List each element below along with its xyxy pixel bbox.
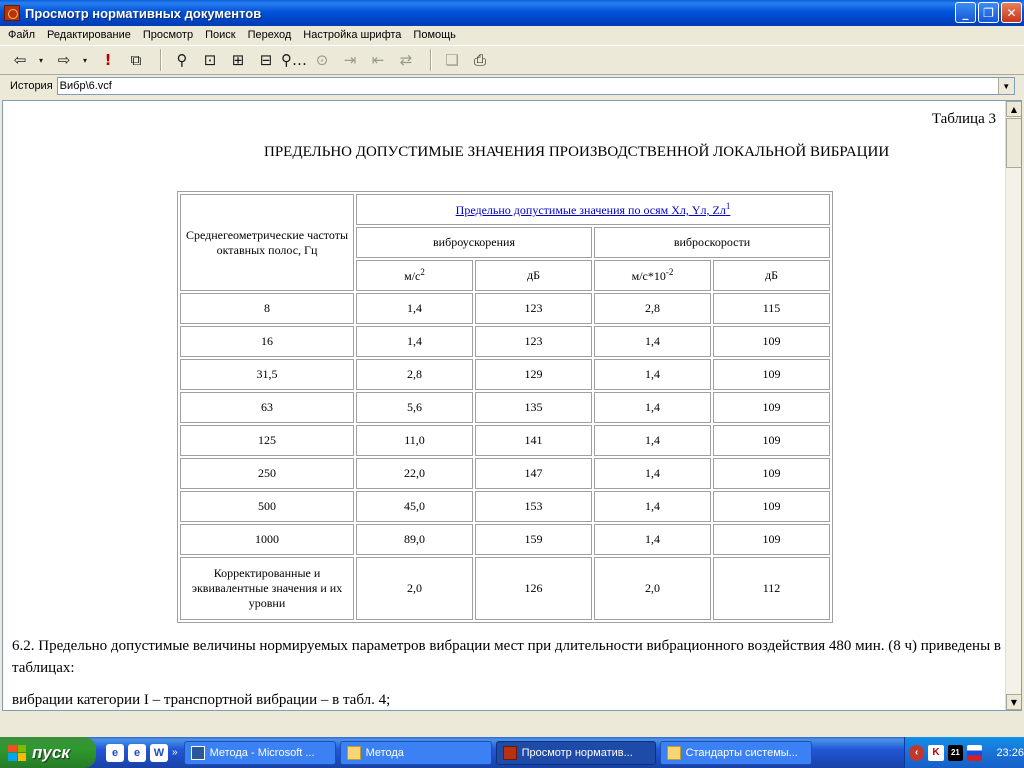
table-cell: 1000 xyxy=(180,524,354,555)
menu-bar xyxy=(0,26,1024,44)
search-results-icon[interactable]: ⊙ xyxy=(315,51,329,69)
forward-arrow-icon[interactable]: ⇨ xyxy=(57,51,71,69)
link-navigate-icon[interactable]: ⇄ xyxy=(399,51,413,69)
pages-icon[interactable]: ❏ xyxy=(445,51,459,69)
minimize-button[interactable]: _ xyxy=(955,2,976,23)
scroll-thumb[interactable] xyxy=(1006,118,1022,168)
search-context-icon[interactable]: ⊞ xyxy=(231,51,245,69)
search-list-icon[interactable]: ⊟ xyxy=(259,51,273,69)
table-cell: 5,6 xyxy=(356,392,473,423)
unit-header: дБ xyxy=(713,260,830,291)
subheader-velocity: виброскорости xyxy=(594,227,830,258)
table-row xyxy=(180,557,830,620)
table-cell: 45,0 xyxy=(356,491,473,522)
quicklaunch-ie-icon[interactable]: e xyxy=(106,744,124,762)
table-cell: 115 xyxy=(713,293,830,324)
document-content xyxy=(3,101,1006,710)
back-arrow-icon[interactable]: ⇦ xyxy=(13,51,27,69)
taskbar xyxy=(0,737,1024,768)
vibration-table xyxy=(177,191,833,623)
title-bar[interactable] xyxy=(0,0,1024,26)
table-cell: 109 xyxy=(713,359,830,390)
table-row xyxy=(180,293,830,324)
toolbar xyxy=(0,45,1024,75)
tray-app-icon[interactable]: 21 xyxy=(948,745,963,761)
menu-file[interactable]: Файл xyxy=(8,29,36,41)
table-cell: 11,0 xyxy=(356,425,473,456)
task-button[interactable] xyxy=(184,741,336,765)
subheader-acceleration: виброускорения xyxy=(356,227,592,258)
prev-result-icon[interactable]: ⇤ xyxy=(371,51,385,69)
forward-dropdown-icon[interactable]: ▾ xyxy=(82,55,87,65)
menu-go[interactable]: Переход xyxy=(247,29,292,41)
task-button-active[interactable] xyxy=(496,741,656,765)
history-label: История xyxy=(10,80,53,92)
document-viewer[interactable] xyxy=(2,100,1022,711)
document-title: ПРЕДЕЛЬНО ДОПУСТИМЫЕ ЗНАЧЕНИЯ ПРОИЗВОДСТВЕННОЙ ЛОКАЛЬНОЙ ВИБРАЦИИ xyxy=(264,144,890,160)
table-cell: 2,0 xyxy=(356,557,473,620)
search-more-icon[interactable]: ⚲… xyxy=(281,51,307,69)
table-row xyxy=(180,326,830,357)
table-cell: 123 xyxy=(475,326,592,357)
table-cell: 1,4 xyxy=(594,458,711,489)
next-result-icon[interactable]: ⇥ xyxy=(343,51,357,69)
maximize-button[interactable]: ❐ xyxy=(978,2,999,23)
menu-help[interactable]: Помощь xyxy=(413,29,456,41)
table-cell: 109 xyxy=(713,392,830,423)
paragraph: вибрации категории I – транспортной вибрации – в табл. 4; xyxy=(12,692,391,708)
group-header xyxy=(356,194,830,225)
table-row xyxy=(180,524,830,555)
table-cell: 109 xyxy=(713,326,830,357)
close-button[interactable]: ✕ xyxy=(1001,2,1022,23)
paragraph: 6.2. Предельно допустимые величины нормируемых параметров вибрации мест при длительности вибрационного воздействия 480 мин. (8 ч) приведены в таблицах: xyxy=(12,638,1001,676)
app-icon xyxy=(503,746,517,760)
window-title: Просмотр нормативных документов xyxy=(25,5,262,21)
clock: 23:26 xyxy=(996,746,1024,759)
table-row xyxy=(180,359,830,390)
task-button[interactable] xyxy=(340,741,492,765)
quick-launch xyxy=(106,744,168,762)
start-button[interactable] xyxy=(0,737,96,768)
table-cell: 1,4 xyxy=(356,326,473,357)
tray-collapse-icon[interactable]: ‹ xyxy=(909,745,924,761)
table-cell: 8 xyxy=(180,293,354,324)
table-number: Таблица 3 xyxy=(931,111,996,127)
chevron-down-icon[interactable]: ▼ xyxy=(998,78,1014,94)
unit-header: $м/с*10^{-2}$ xyxy=(594,260,711,291)
print-icon[interactable]: ⎙ xyxy=(473,51,486,69)
table-cell: 1,4 xyxy=(594,392,711,423)
folder-icon xyxy=(347,746,361,760)
menu-search[interactable]: Поиск xyxy=(205,29,236,41)
quicklaunch-ie2-icon[interactable]: e xyxy=(128,744,146,762)
table-cell: 109 xyxy=(713,425,830,456)
table-cell: 2,8 xyxy=(594,293,711,324)
table-cell: 153 xyxy=(475,491,592,522)
table-cell: 250 xyxy=(180,458,354,489)
quicklaunch-word-icon[interactable]: W xyxy=(150,744,168,762)
table-cell: 135 xyxy=(475,392,592,423)
table-cell: 16 xyxy=(180,326,354,357)
task-label: Метода xyxy=(365,746,404,759)
scroll-down-icon[interactable]: ▼ xyxy=(1006,694,1022,710)
menu-view[interactable]: Просмотр xyxy=(142,29,194,41)
task-label: Метода - Microsoft ... xyxy=(209,746,315,759)
unit-header: дБ xyxy=(475,260,592,291)
task-label: Просмотр норматив... xyxy=(521,746,633,759)
table-cell: 31,5 xyxy=(180,359,354,390)
table-row xyxy=(180,458,830,489)
back-dropdown-icon[interactable]: ▾ xyxy=(38,55,43,65)
toolbar-separator xyxy=(160,49,162,71)
table-cell: 159 xyxy=(475,524,592,555)
table-cell: 1,4 xyxy=(594,425,711,456)
table-cell: 109 xyxy=(713,524,830,555)
column-header-frequency: Среднегеометрические частоты октавных полос, Гц xyxy=(180,194,354,291)
task-label: Стандарты системы... xyxy=(685,746,798,759)
table-cell: 1,4 xyxy=(594,491,711,522)
folder-icon xyxy=(667,746,681,760)
windows-logo-icon xyxy=(8,745,26,761)
table-cell: 89,0 xyxy=(356,524,473,555)
search-icon[interactable]: ⚲ xyxy=(176,51,188,69)
history-combobox[interactable] xyxy=(57,77,1015,95)
language-flag-icon[interactable] xyxy=(967,745,982,761)
table-cell: 1,4 xyxy=(594,359,711,390)
table-cell: 129 xyxy=(475,359,592,390)
table-cell: 1,4 xyxy=(594,524,711,555)
table-cell: 126 xyxy=(475,557,592,620)
table-cell: 2,0 xyxy=(594,557,711,620)
table-cell: 141 xyxy=(475,425,592,456)
table-cell: 1,4 xyxy=(594,326,711,357)
table-cell: 109 xyxy=(713,491,830,522)
table-row xyxy=(180,491,830,522)
vertical-scrollbar[interactable] xyxy=(1005,101,1021,710)
table-cell: 63 xyxy=(180,392,354,423)
kaspersky-icon[interactable]: K xyxy=(928,745,943,761)
table-cell: 1,4 xyxy=(356,293,473,324)
table-cell: 123 xyxy=(475,293,592,324)
quicklaunch-chevron-icon[interactable]: » xyxy=(172,747,178,758)
history-bar xyxy=(0,76,1024,96)
word-icon xyxy=(191,746,205,760)
table-cell: 109 xyxy=(713,458,830,489)
search-document-icon[interactable]: ⊡ xyxy=(203,51,217,69)
toolbar-separator xyxy=(430,49,432,71)
table-row xyxy=(180,392,830,423)
table-cell: 2,8 xyxy=(356,359,473,390)
history-value: Вибр\6.vcf xyxy=(59,80,112,92)
table-cell: 112 xyxy=(713,557,830,620)
table-row xyxy=(180,425,830,456)
copy-icon[interactable]: ⧉ xyxy=(130,51,142,69)
table-cell: 147 xyxy=(475,458,592,489)
unit-header: $м/с^2$ xyxy=(356,260,473,291)
table-cell: 125 xyxy=(180,425,354,456)
start-label: пуск xyxy=(32,742,70,762)
table-cell: Корректированные и эквивалентные значения и их уровни xyxy=(180,557,354,620)
table-cell: 500 xyxy=(180,491,354,522)
task-button[interactable] xyxy=(660,741,812,765)
table-cell: 22,0 xyxy=(356,458,473,489)
group-header-link[interactable]: Предельно допустимые значения по осям Хл, Yл, $Zл^1$ xyxy=(455,201,731,217)
menu-edit[interactable]: Редактирование xyxy=(47,29,131,41)
app-icon xyxy=(4,5,20,21)
scroll-up-icon[interactable]: ▲ xyxy=(1006,101,1022,117)
system-tray xyxy=(904,737,1024,768)
alert-icon[interactable]: ! xyxy=(104,51,112,69)
menu-font-settings[interactable]: Настройка шрифта xyxy=(303,29,402,41)
